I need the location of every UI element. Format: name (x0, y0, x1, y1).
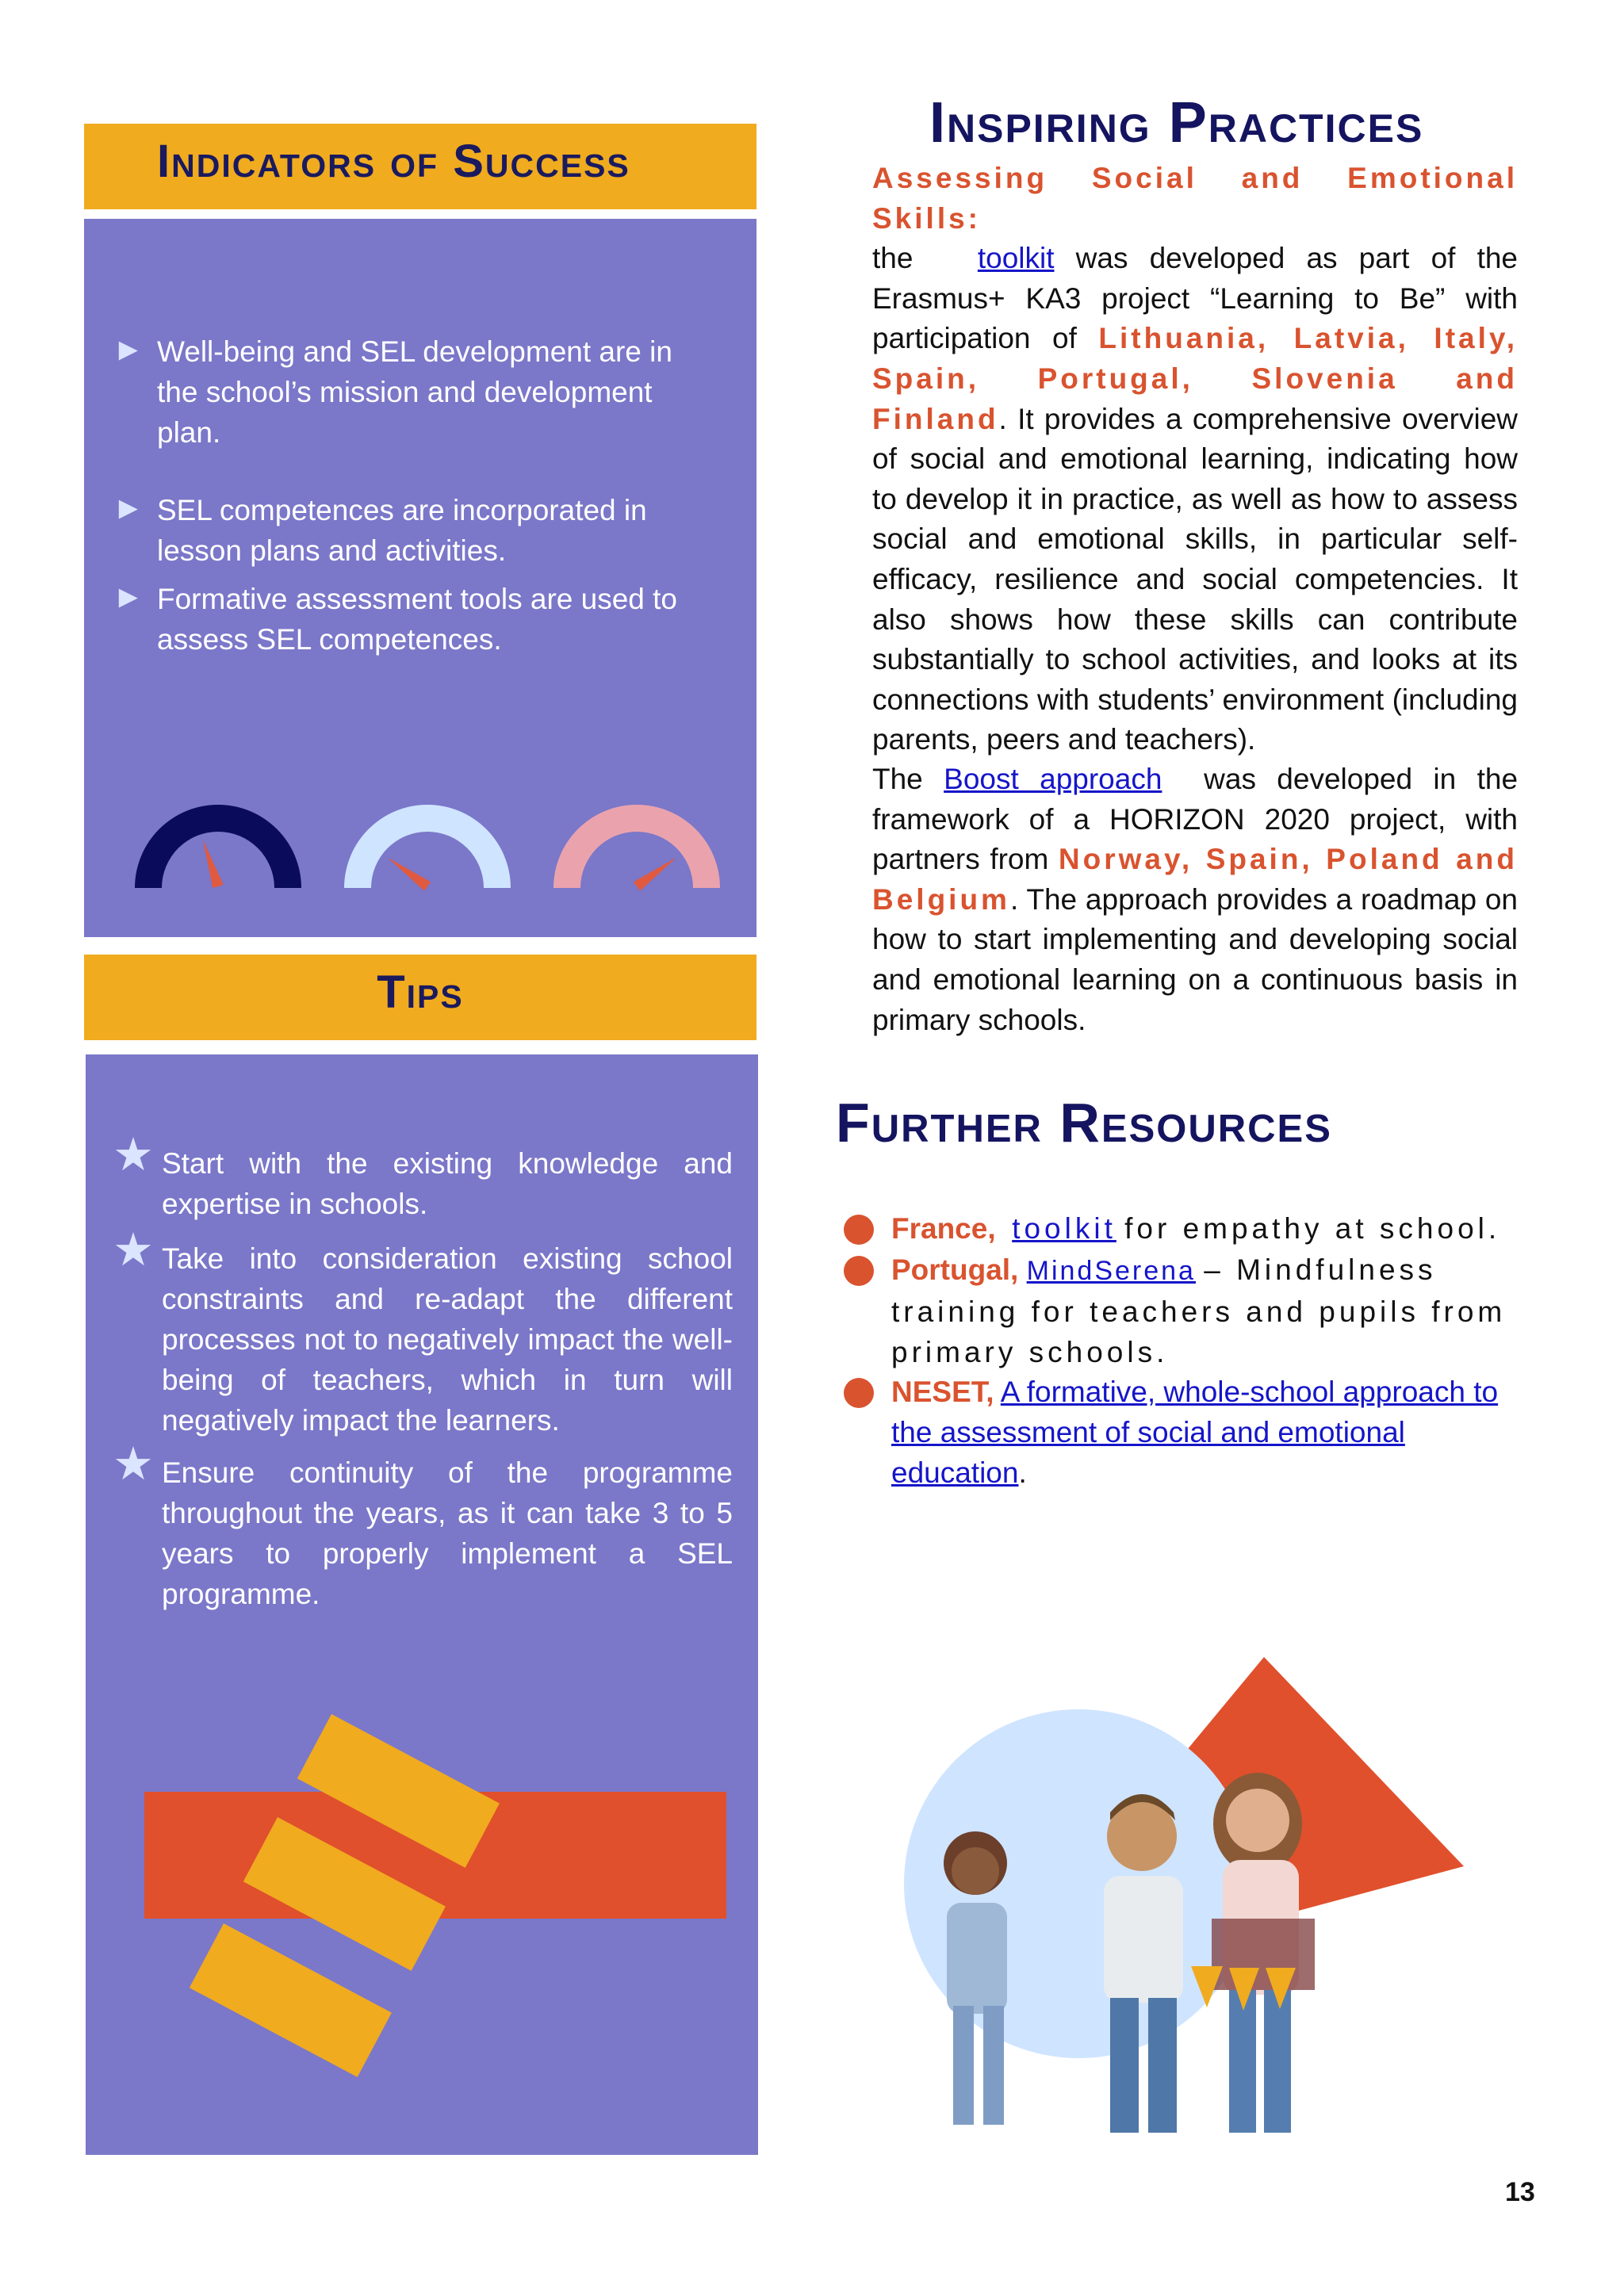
child-figure-icon (944, 1831, 1007, 2125)
list-item: ► Formative assessment tools are used to assess SEL competences. (113, 580, 678, 656)
list-item: ★ Take into consideration existing school constraints and re-adapt the different processes not to negatively impact the well-being of teachers, which in turn will negatively impact the learners. (113, 1224, 733, 1437)
star-bullet-icon: ★ (113, 1224, 154, 1276)
list-item: ★ Ensure continuity of the programme throughout the years, as it can take 3 to 5 years to properly implement a SEL programme. (113, 1438, 733, 1610)
toolkit-link[interactable]: toolkit (977, 242, 1055, 275)
indicators-title: Indicators of Success (157, 136, 630, 187)
triangle-bullet-icon: ► (113, 332, 144, 367)
inspiring-paragraph-1: Assessing Social and Emotional Skills: the toolkit was developed as part of the Erasmus+ KA3 project “Learning to Be” with participation of Lithuania, Latvia, Italy, Spain, Portugal, Slovenia and Finland. It provides a comprehensive overview of social and emotional learning, indicating how to develop it in practice, as well as how to assess social and emotional skills, in particular self-efficacy, resilience and social competencies. It also shows how these skills can contribute substantially to school activities, and looks at its connections with students’ environment (including parents, peers and teachers). (872, 162, 1518, 756)
neset-link[interactable]: A formative, whole-school approach to the assessment of social and emotional education (891, 1376, 1499, 1489)
tips-title: Tips (377, 966, 464, 1018)
page-number: 13 (1505, 2177, 1535, 2207)
triangle-bullet-icon: ► (113, 491, 144, 526)
inspiring-title: Inspiring Practices (929, 91, 1424, 155)
circle-bullet-icon (844, 1215, 874, 1245)
list-item: ★ Start with the existing knowledge and expertise in schools. (113, 1129, 733, 1220)
list-item: ► Well-being and SEL development are in the school’s mission and development plan. (113, 332, 672, 449)
france-toolkit-link[interactable]: toolkit (1012, 1212, 1116, 1245)
children-running-illustration (880, 1657, 1483, 2141)
resource-item-portugal: Portugal, MindSerena – Mindfulness training for teachers and pupils from primary schools. (891, 1249, 1510, 1372)
further-title: Further Resources (836, 1092, 1332, 1154)
inspiring-paragraph-2: The Boost approach was developed in the framework of a HORIZON 2020 project, with partners from Norway, Spain, Poland and Belgium. The approach provides a roadmap on how to start implementing and developing social and emotional learning on a continuous basis in primary schools. (872, 763, 1519, 1036)
star-bullet-icon: ★ (113, 1129, 154, 1181)
indicators-banner (84, 124, 756, 209)
circle-bullet-icon (844, 1256, 874, 1286)
mindserena-link[interactable]: MindSerena (1026, 1256, 1196, 1286)
resource-item-neset: NESET, A formative, whole-school approach to the assessment of social and emotional education. (891, 1372, 1518, 1493)
triangle-bullet-icon: ► (113, 580, 144, 614)
gauge-mid-icon (338, 798, 517, 891)
boost-approach-link[interactable]: Boost approach (944, 763, 1162, 795)
gauge-low-icon (128, 798, 308, 891)
list-item: ► SEL competences are incorporated in lesson plans and activities. (113, 491, 647, 567)
resource-item-france: France, toolkit for empathy at school. (891, 1208, 1526, 1249)
circle-bullet-icon (844, 1378, 874, 1408)
gauge-high-icon (547, 798, 726, 891)
decorative-bars-graphic (86, 1705, 758, 2085)
tips-banner (84, 955, 756, 1040)
star-bullet-icon: ★ (113, 1438, 154, 1490)
